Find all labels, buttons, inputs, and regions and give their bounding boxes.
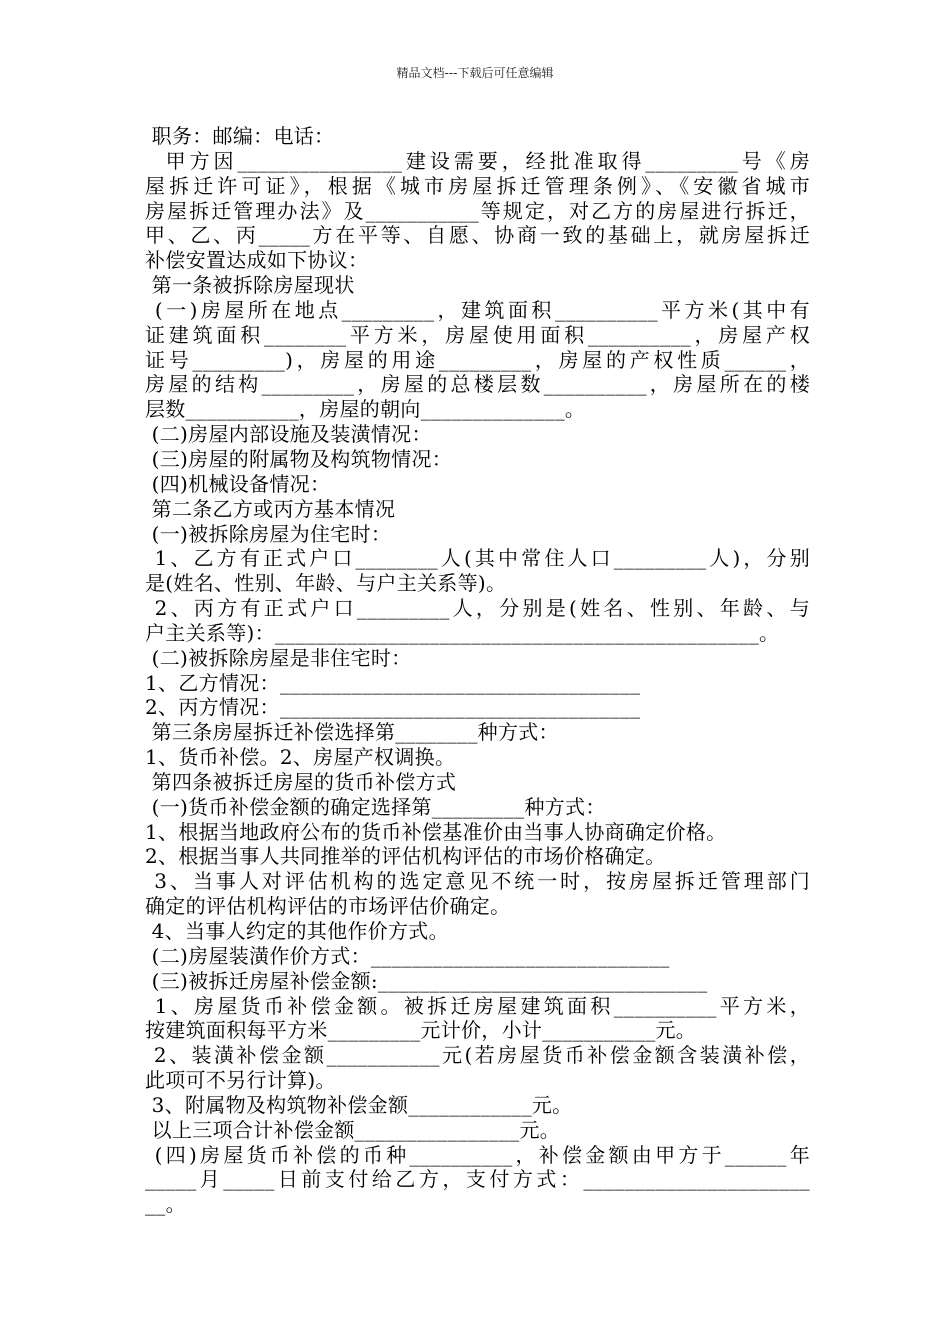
text-line-content: (一)货币补偿金额的确定选择第_________种方式：	[145, 794, 606, 819]
text-line-content: 以上三项合计补偿金额________________元。	[145, 1117, 561, 1142]
text-line-content: 甲、乙、丙_____方在平等、自愿、协商一致的基础上，就房屋拆迁	[145, 223, 810, 248]
text-line-content: (四)机械设备情况：	[145, 471, 331, 496]
text-line-content: (一)房屋所在地点_________，建筑面积__________平方米(其中有	[145, 297, 810, 322]
text-line-content: 甲方因________________建设需要，经批准取得_________号《房	[145, 148, 810, 173]
text-line	[145, 1043, 810, 1068]
text-line-content: 证号_________)，房屋的用途_________，房屋的产权性质______，	[145, 347, 810, 372]
text-line-content: (二)房屋内部设施及装潢情况：	[145, 422, 432, 447]
text-line	[145, 546, 810, 571]
text-line-content: 补偿安置达成如下协议：	[145, 248, 369, 273]
text-line-content: 2、丙方有正式户口_________人，分别是(姓名、性别、年龄、与	[145, 596, 810, 621]
text-line	[145, 298, 810, 323]
text-line-content: 1、根据当地政府公布的货币补偿基准价由当事人协商确定价格。	[145, 819, 727, 844]
text-line-content: (四)房屋货币补偿的币种__________，补偿金额由甲方于______年	[145, 1142, 810, 1167]
text-line-content: 第三条房屋拆迁补偿选择第________种方式：	[145, 720, 559, 745]
text-line-content: 屋拆迁许可证》，根据《城市房屋拆迁管理条例》、《安徽省城市	[145, 173, 810, 198]
text-line	[145, 1143, 810, 1168]
text-line-content: (二)被拆除房屋是非住宅时：	[145, 645, 412, 670]
text-line-content: (三)被拆迁房屋补偿金额:________________________________	[145, 968, 708, 993]
text-line-content: _____月_____日前支付给乙方，支付方式：______________________	[145, 1167, 810, 1192]
text-line-content: 1、乙方有正式户口________人(其中常住人口_________人)，分别	[145, 546, 810, 571]
text-line	[145, 894, 810, 919]
text-line-content: 4、当事人约定的其他作价方式。	[145, 919, 449, 943]
text-line-content: 职务：邮编：电话：	[145, 124, 335, 148]
text-line	[145, 596, 810, 621]
text-line	[145, 497, 810, 522]
text-line-content: 房屋拆迁管理办法》及___________等规定，对乙方的房屋进行拆迁，	[145, 198, 810, 223]
text-line	[145, 745, 810, 770]
text-line-content: 此项可不另行计算)。	[145, 1068, 336, 1093]
text-line	[145, 869, 810, 894]
text-line-content: 第一条被拆除房屋现状	[145, 273, 355, 298]
text-line	[145, 969, 810, 994]
text-line	[145, 372, 810, 397]
text-line-content: (一)被拆除房屋为住宅时：	[145, 521, 392, 546]
text-line-content: 第二条乙方或丙方基本情况	[145, 496, 396, 521]
text-line	[145, 422, 810, 447]
text-line	[145, 994, 810, 1019]
text-line-content: 层数___________，房屋的朝向______________。	[145, 397, 586, 422]
text-line-content: 1、乙方情况：___________________________________	[145, 670, 641, 695]
text-line	[145, 323, 810, 348]
text-line-content: 按建筑面积每平方米_________元计价，小计___________元。	[145, 1018, 697, 1043]
text-line	[145, 248, 810, 273]
text-line-content: 确定的评估机构评估的市场评估价确定。	[145, 894, 511, 919]
text-line-content: 2、根据当事人共同推举的评估机构评估的市场价格确定。	[145, 844, 666, 869]
contract-body	[145, 124, 810, 1217]
text-line-content: 第四条被拆迁房屋的货币补偿方式	[145, 769, 457, 794]
text-line-content: 是(姓名、性别、年龄、与户主关系等)。	[145, 571, 507, 596]
text-line-content: 房屋的结构_________，房屋的总楼层数__________，房屋所在的楼	[145, 372, 810, 397]
text-line-content: 3、附属物及构筑物补偿金额____________元。	[145, 1092, 573, 1117]
text-line	[145, 199, 810, 224]
text-line	[145, 1068, 810, 1093]
text-line-content: 1、货币补偿。2、房屋产权调换。	[145, 745, 456, 770]
text-line-content: __。	[145, 1192, 186, 1217]
text-line-content: 3、当事人对评估机构的选定意见不统一时，按房屋拆迁管理部门	[145, 869, 810, 894]
text-line	[145, 273, 810, 298]
text-line	[145, 770, 810, 795]
text-line	[145, 1093, 810, 1118]
text-line	[145, 844, 810, 869]
text-line	[145, 571, 810, 596]
text-line	[145, 223, 810, 248]
text-line	[145, 795, 810, 820]
text-line	[145, 447, 810, 472]
text-line	[145, 397, 810, 422]
text-line	[145, 149, 810, 174]
text-line	[145, 472, 810, 497]
text-line-content: 2、丙方情况：___________________________________	[145, 695, 641, 720]
text-line	[145, 919, 810, 944]
text-line	[145, 124, 810, 149]
text-line	[145, 1167, 810, 1192]
text-line	[145, 820, 810, 845]
text-line	[145, 522, 810, 547]
text-line	[145, 1018, 810, 1043]
text-line-content: 1、房屋货币补偿金额。被拆迁房屋建筑面积__________平方米，	[145, 993, 810, 1018]
text-line	[145, 1118, 810, 1143]
text-line	[145, 671, 810, 696]
text-line-content: 户主关系等)：_______________________________________________。	[145, 620, 780, 645]
text-line	[145, 646, 810, 671]
text-line-content: (三)房屋的附属物及构筑物情况：	[145, 446, 453, 471]
text-line	[145, 944, 810, 969]
text-line	[145, 1192, 810, 1217]
text-line	[145, 348, 810, 373]
text-line	[145, 695, 810, 720]
text-line-content: 2、装潢补偿金额___________元(若房屋货币补偿金额含装潢补偿，	[145, 1043, 810, 1068]
page-header: 精品文档---下载后可任意编辑	[396, 66, 554, 80]
text-line	[145, 720, 810, 745]
text-line	[145, 174, 810, 199]
text-line-content: 证建筑面积________平方米，房屋使用面积__________，房屋产权	[145, 322, 810, 347]
text-line-content: (二)房屋装潢作价方式：_____________________________	[145, 943, 670, 968]
text-line	[145, 621, 810, 646]
